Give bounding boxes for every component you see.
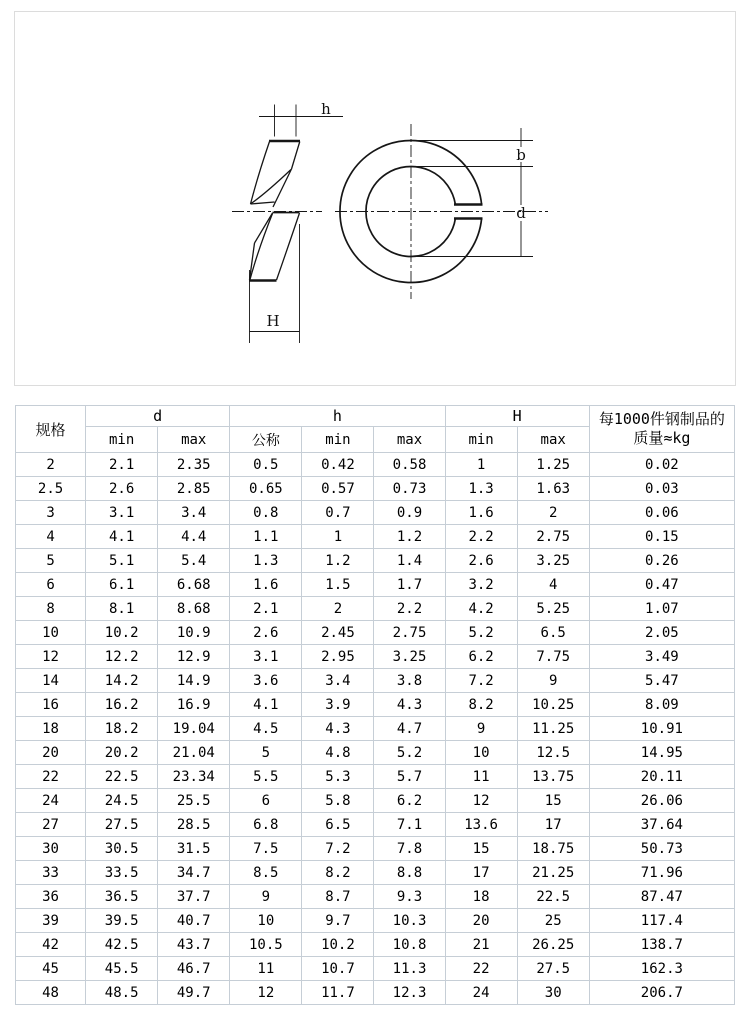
cell: 7.5 bbox=[230, 837, 302, 861]
cell: 8 bbox=[16, 597, 86, 621]
cell: 5.8 bbox=[302, 789, 374, 813]
cell: 0.7 bbox=[302, 501, 374, 525]
cell: 17 bbox=[445, 861, 517, 885]
cell: 10.25 bbox=[517, 693, 589, 717]
cell: 12 bbox=[230, 981, 302, 1005]
cell: 6.1 bbox=[86, 573, 158, 597]
cell: 24.5 bbox=[86, 789, 158, 813]
col-header-H-min: min bbox=[445, 427, 517, 453]
cell: 12 bbox=[445, 789, 517, 813]
cell: 12.2 bbox=[86, 645, 158, 669]
cell: 39 bbox=[16, 909, 86, 933]
cell: 5.25 bbox=[517, 597, 589, 621]
cell: 1 bbox=[445, 453, 517, 477]
cell: 4.4 bbox=[158, 525, 230, 549]
cell: 2 bbox=[517, 501, 589, 525]
col-header-mass-line2: 质量≈kg bbox=[633, 429, 691, 447]
cell: 37.7 bbox=[158, 885, 230, 909]
table-row bbox=[16, 765, 735, 789]
cell: 10.2 bbox=[302, 933, 374, 957]
cell: 4.3 bbox=[374, 693, 445, 717]
cell: 24 bbox=[16, 789, 86, 813]
spring-washer-drawing bbox=[15, 12, 735, 385]
cell: 5.3 bbox=[302, 765, 374, 789]
front-view bbox=[335, 124, 548, 299]
cell: 20.11 bbox=[589, 765, 734, 789]
cell: 3.49 bbox=[589, 645, 734, 669]
cell: 8.09 bbox=[589, 693, 734, 717]
cell: 0.26 bbox=[589, 549, 734, 573]
cell: 8.68 bbox=[158, 597, 230, 621]
cell: 5.5 bbox=[230, 765, 302, 789]
cell: 2 bbox=[302, 597, 374, 621]
technical-drawing-panel bbox=[14, 11, 736, 386]
cell: 2.6 bbox=[86, 477, 158, 501]
cell: 1.6 bbox=[230, 573, 302, 597]
table-row bbox=[16, 645, 735, 669]
cell: 30 bbox=[16, 837, 86, 861]
cell: 25 bbox=[517, 909, 589, 933]
cell: 6.2 bbox=[374, 789, 445, 813]
cell: 11 bbox=[230, 957, 302, 981]
cell: 22.5 bbox=[86, 765, 158, 789]
cell: 1.7 bbox=[374, 573, 445, 597]
spec-table-body bbox=[16, 453, 735, 1005]
side-view bbox=[232, 100, 343, 343]
cell: 5 bbox=[230, 741, 302, 765]
cell: 22.5 bbox=[517, 885, 589, 909]
cell: 1.07 bbox=[589, 597, 734, 621]
table-row bbox=[16, 597, 735, 621]
table-row bbox=[16, 477, 735, 501]
cell: 5 bbox=[16, 549, 86, 573]
label-b: b bbox=[516, 146, 526, 164]
cell: 2.85 bbox=[158, 477, 230, 501]
cell: 13.75 bbox=[517, 765, 589, 789]
cell: 2.2 bbox=[374, 597, 445, 621]
cell: 11 bbox=[445, 765, 517, 789]
col-header-mass bbox=[589, 406, 734, 453]
cell: 48 bbox=[16, 981, 86, 1005]
cell: 18.75 bbox=[517, 837, 589, 861]
col-header-h-max: max bbox=[374, 427, 445, 453]
cell: 10.8 bbox=[374, 933, 445, 957]
cell: 9.3 bbox=[374, 885, 445, 909]
cell: 8.2 bbox=[445, 693, 517, 717]
cell: 22 bbox=[16, 765, 86, 789]
dimension-b-d bbox=[408, 128, 533, 257]
cell: 0.8 bbox=[230, 501, 302, 525]
cell: 2.75 bbox=[374, 621, 445, 645]
cell: 33.5 bbox=[86, 861, 158, 885]
cell: 3.6 bbox=[230, 669, 302, 693]
cell: 11.3 bbox=[374, 957, 445, 981]
cell: 14 bbox=[16, 669, 86, 693]
cell: 1.2 bbox=[374, 525, 445, 549]
cell: 39.5 bbox=[86, 909, 158, 933]
table-row bbox=[16, 669, 735, 693]
dimension-h bbox=[259, 100, 343, 137]
cell: 20.2 bbox=[86, 741, 158, 765]
cell: 2.35 bbox=[158, 453, 230, 477]
cell: 3.25 bbox=[374, 645, 445, 669]
cell: 45 bbox=[16, 957, 86, 981]
cell: 12.3 bbox=[374, 981, 445, 1005]
cell: 3.1 bbox=[86, 501, 158, 525]
cell: 8.8 bbox=[374, 861, 445, 885]
cell: 6.5 bbox=[517, 621, 589, 645]
cell: 31.5 bbox=[158, 837, 230, 861]
cell: 10.3 bbox=[374, 909, 445, 933]
cell: 12.5 bbox=[517, 741, 589, 765]
table-row bbox=[16, 741, 735, 765]
cell: 3.25 bbox=[517, 549, 589, 573]
cell: 20 bbox=[16, 741, 86, 765]
cell: 10.2 bbox=[86, 621, 158, 645]
cell: 117.4 bbox=[589, 909, 734, 933]
cell: 21.25 bbox=[517, 861, 589, 885]
cell: 0.06 bbox=[589, 501, 734, 525]
cell: 16.9 bbox=[158, 693, 230, 717]
cell: 0.15 bbox=[589, 525, 734, 549]
cell: 4 bbox=[16, 525, 86, 549]
cell: 42.5 bbox=[86, 933, 158, 957]
cell: 10.7 bbox=[302, 957, 374, 981]
cell: 3.2 bbox=[445, 573, 517, 597]
cell: 1.25 bbox=[517, 453, 589, 477]
table-row bbox=[16, 693, 735, 717]
cell: 0.9 bbox=[374, 501, 445, 525]
cell: 0.73 bbox=[374, 477, 445, 501]
cell: 1.63 bbox=[517, 477, 589, 501]
col-header-d: d bbox=[86, 406, 230, 427]
cell: 3 bbox=[16, 501, 86, 525]
cell: 2.95 bbox=[302, 645, 374, 669]
cell: 7.2 bbox=[445, 669, 517, 693]
cell: 4.3 bbox=[302, 717, 374, 741]
cell: 26.06 bbox=[589, 789, 734, 813]
cell: 36.5 bbox=[86, 885, 158, 909]
cell: 2.5 bbox=[16, 477, 86, 501]
cell: 5.1 bbox=[86, 549, 158, 573]
cell: 30.5 bbox=[86, 837, 158, 861]
cell: 2 bbox=[16, 453, 86, 477]
cell: 1.1 bbox=[230, 525, 302, 549]
cell: 28.5 bbox=[158, 813, 230, 837]
cell: 4.8 bbox=[302, 741, 374, 765]
cell: 5.7 bbox=[374, 765, 445, 789]
cell: 12.9 bbox=[158, 645, 230, 669]
table-row bbox=[16, 885, 735, 909]
cell: 2.05 bbox=[589, 621, 734, 645]
cell: 8.2 bbox=[302, 861, 374, 885]
cell: 1.2 bbox=[302, 549, 374, 573]
table-row bbox=[16, 957, 735, 981]
dimension-H bbox=[250, 224, 300, 343]
label-d: d bbox=[516, 204, 526, 222]
cell: 1.5 bbox=[302, 573, 374, 597]
cell: 6.68 bbox=[158, 573, 230, 597]
col-header-h-nominal: 公称 bbox=[230, 427, 302, 453]
col-header-d-max: max bbox=[158, 427, 230, 453]
cell: 4.1 bbox=[230, 693, 302, 717]
cell: 0.47 bbox=[589, 573, 734, 597]
cell: 40.7 bbox=[158, 909, 230, 933]
cell: 37.64 bbox=[589, 813, 734, 837]
cell: 7.8 bbox=[374, 837, 445, 861]
col-header-H: H bbox=[445, 406, 589, 427]
table-row bbox=[16, 453, 735, 477]
col-header-d-min: min bbox=[86, 427, 158, 453]
table-row bbox=[16, 933, 735, 957]
cell: 9.7 bbox=[302, 909, 374, 933]
cell: 10 bbox=[445, 741, 517, 765]
spec-table bbox=[15, 405, 735, 1005]
cell: 4.5 bbox=[230, 717, 302, 741]
cell: 48.5 bbox=[86, 981, 158, 1005]
cell: 5.47 bbox=[589, 669, 734, 693]
cell: 13.6 bbox=[445, 813, 517, 837]
cell: 25.5 bbox=[158, 789, 230, 813]
table-row bbox=[16, 813, 735, 837]
cell: 2.2 bbox=[445, 525, 517, 549]
cell: 19.04 bbox=[158, 717, 230, 741]
cell: 34.7 bbox=[158, 861, 230, 885]
cell: 30 bbox=[517, 981, 589, 1005]
cell: 50.73 bbox=[589, 837, 734, 861]
cell: 6.5 bbox=[302, 813, 374, 837]
label-h: h bbox=[321, 100, 331, 118]
cell: 27.5 bbox=[517, 957, 589, 981]
cell: 27 bbox=[16, 813, 86, 837]
cell: 26.25 bbox=[517, 933, 589, 957]
cell: 14.95 bbox=[589, 741, 734, 765]
table-row bbox=[16, 789, 735, 813]
cell: 0.03 bbox=[589, 477, 734, 501]
cell: 10 bbox=[16, 621, 86, 645]
cell: 11.7 bbox=[302, 981, 374, 1005]
cell: 49.7 bbox=[158, 981, 230, 1005]
col-header-h-min: min bbox=[302, 427, 374, 453]
cell: 206.7 bbox=[589, 981, 734, 1005]
cell: 8.1 bbox=[86, 597, 158, 621]
table-row bbox=[16, 525, 735, 549]
cell: 9 bbox=[517, 669, 589, 693]
cell: 36 bbox=[16, 885, 86, 909]
cell: 138.7 bbox=[589, 933, 734, 957]
table-row bbox=[16, 717, 735, 741]
cell: 4.2 bbox=[445, 597, 517, 621]
cell: 21 bbox=[445, 933, 517, 957]
cell: 0.58 bbox=[374, 453, 445, 477]
cell: 12 bbox=[16, 645, 86, 669]
cell: 3.4 bbox=[158, 501, 230, 525]
table-row bbox=[16, 549, 735, 573]
cell: 7.75 bbox=[517, 645, 589, 669]
cell: 2.1 bbox=[230, 597, 302, 621]
cell: 18 bbox=[445, 885, 517, 909]
cell: 17 bbox=[517, 813, 589, 837]
cell: 3.9 bbox=[302, 693, 374, 717]
cell: 4 bbox=[517, 573, 589, 597]
cell: 14.9 bbox=[158, 669, 230, 693]
cell: 10.9 bbox=[158, 621, 230, 645]
cell: 5.4 bbox=[158, 549, 230, 573]
cell: 0.65 bbox=[230, 477, 302, 501]
cell: 6.2 bbox=[445, 645, 517, 669]
cell: 14.2 bbox=[86, 669, 158, 693]
cell: 0.5 bbox=[230, 453, 302, 477]
cell: 2.1 bbox=[86, 453, 158, 477]
cell: 15 bbox=[517, 789, 589, 813]
col-header-spec: 规格 bbox=[16, 406, 86, 453]
cell: 9 bbox=[230, 885, 302, 909]
table-row bbox=[16, 621, 735, 645]
cell: 7.2 bbox=[302, 837, 374, 861]
cell: 0.57 bbox=[302, 477, 374, 501]
cell: 11.25 bbox=[517, 717, 589, 741]
cell: 16.2 bbox=[86, 693, 158, 717]
cell: 1 bbox=[302, 525, 374, 549]
cell: 2.6 bbox=[445, 549, 517, 573]
cell: 9 bbox=[445, 717, 517, 741]
col-header-h: h bbox=[230, 406, 445, 427]
cell: 10.5 bbox=[230, 933, 302, 957]
cell: 18.2 bbox=[86, 717, 158, 741]
cell: 5.2 bbox=[374, 741, 445, 765]
cell: 0.42 bbox=[302, 453, 374, 477]
cell: 5.2 bbox=[445, 621, 517, 645]
cell: 1.6 bbox=[445, 501, 517, 525]
cell: 23.34 bbox=[158, 765, 230, 789]
cell: 1.3 bbox=[230, 549, 302, 573]
cell: 10.91 bbox=[589, 717, 734, 741]
label-H: H bbox=[266, 312, 280, 330]
cell: 8.5 bbox=[230, 861, 302, 885]
cell: 4.7 bbox=[374, 717, 445, 741]
cell: 71.96 bbox=[589, 861, 734, 885]
cell: 2.6 bbox=[230, 621, 302, 645]
cell: 15 bbox=[445, 837, 517, 861]
col-header-mass-line1: 每1000件钢制品的 bbox=[598, 409, 725, 428]
cell: 43.7 bbox=[158, 933, 230, 957]
cell: 7.1 bbox=[374, 813, 445, 837]
cell: 3.4 bbox=[302, 669, 374, 693]
cell: 46.7 bbox=[158, 957, 230, 981]
cell: 87.47 bbox=[589, 885, 734, 909]
cell: 16 bbox=[16, 693, 86, 717]
cell: 24 bbox=[445, 981, 517, 1005]
cell: 33 bbox=[16, 861, 86, 885]
cell: 1.3 bbox=[445, 477, 517, 501]
cell: 22 bbox=[445, 957, 517, 981]
table-row bbox=[16, 837, 735, 861]
cell: 20 bbox=[445, 909, 517, 933]
cell: 162.3 bbox=[589, 957, 734, 981]
table-row bbox=[16, 861, 735, 885]
cell: 42 bbox=[16, 933, 86, 957]
cell: 3.8 bbox=[374, 669, 445, 693]
cell: 21.04 bbox=[158, 741, 230, 765]
table-row bbox=[16, 909, 735, 933]
table-header-group-row bbox=[16, 406, 735, 427]
table-row bbox=[16, 981, 735, 1005]
cell: 45.5 bbox=[86, 957, 158, 981]
cell: 2.45 bbox=[302, 621, 374, 645]
cell: 1.4 bbox=[374, 549, 445, 573]
cell: 6.8 bbox=[230, 813, 302, 837]
table-row bbox=[16, 501, 735, 525]
col-header-H-max: max bbox=[517, 427, 589, 453]
cell: 4.1 bbox=[86, 525, 158, 549]
cell: 27.5 bbox=[86, 813, 158, 837]
cell: 3.1 bbox=[230, 645, 302, 669]
table-row bbox=[16, 573, 735, 597]
cell: 0.02 bbox=[589, 453, 734, 477]
cell: 18 bbox=[16, 717, 86, 741]
cell: 6 bbox=[230, 789, 302, 813]
cell: 10 bbox=[230, 909, 302, 933]
cell: 6 bbox=[16, 573, 86, 597]
cell: 2.75 bbox=[517, 525, 589, 549]
cell: 8.7 bbox=[302, 885, 374, 909]
